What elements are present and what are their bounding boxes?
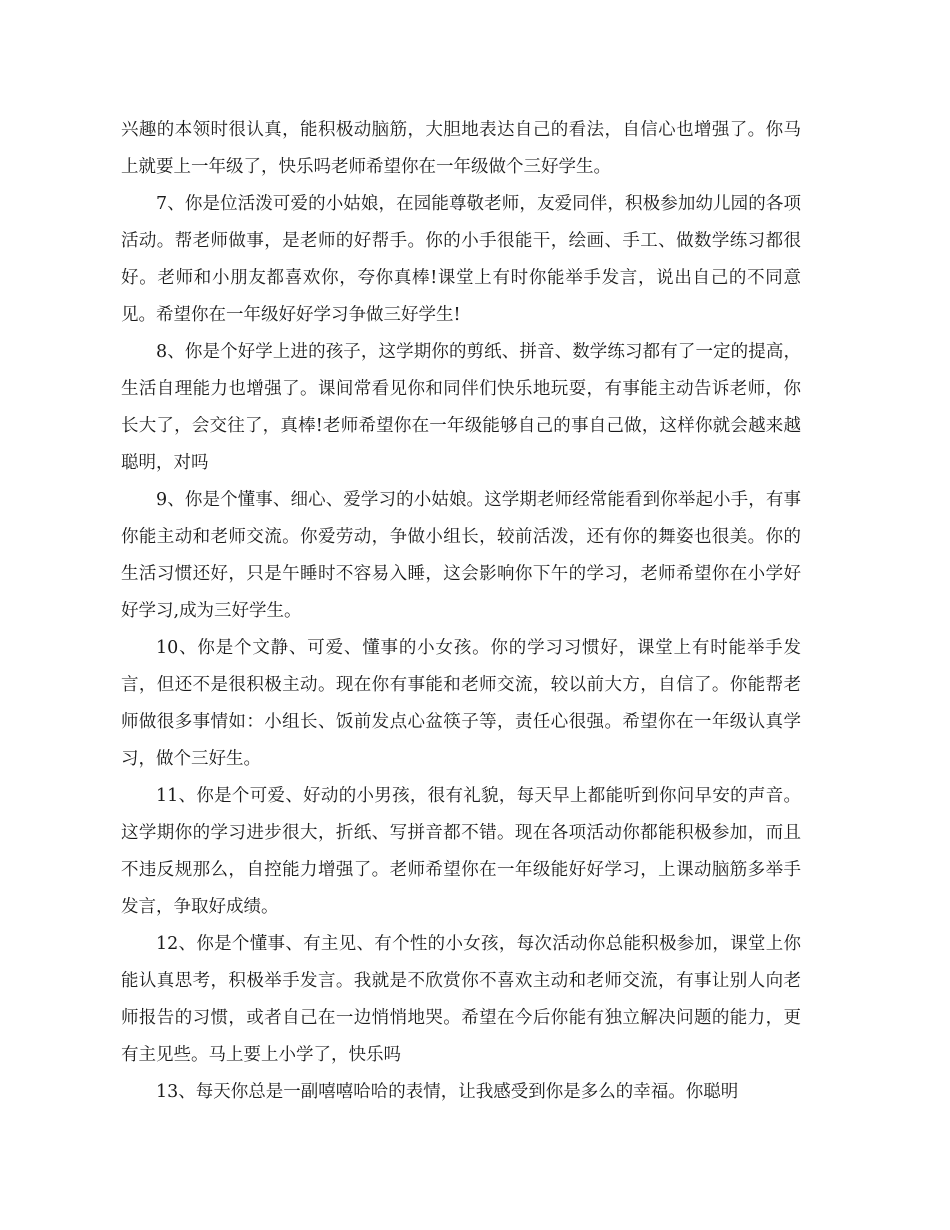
paragraph-item-13: 13、每天你总是一副嘻嘻哈哈的表情，让我感受到你是多么的幸福。你聪明 — [156, 1082, 739, 1102]
paragraph-item-10: 10、你是个文静、可爱、懂事的小女孩。你的学习习惯好，课堂上有时能举手发言，但还不是很积极主动。现在你有事能和老师交流，较以前大方，自信了。你能帮老师做很多事情如：小组长、饭前发点心盆筷子等，责任心很强。希望你在一年级认真学习，做个三好生。 — [121, 638, 801, 769]
paragraph-continuation: 兴趣的本领时很认真，能积极动脑筋，大胆地表达自己的看法，自信心也增强了。你马上就要上一年级了，快乐吗老师希望你在一年级做个三好学生。 — [121, 120, 801, 177]
paragraph-item-8: 8、你是个好学上进的孩子，这学期你的剪纸、拼音、数学练习都有了一定的提高，生活自理能力也增强了。课间常看见你和同伴们快乐地玩耍，有事能主动告诉老师，你长大了，会交往了，真棒!老师希望你在一年级能够自己的事自己做，这样你就会越来越聪明，对吗 — [121, 342, 801, 473]
paragraph-item-9: 9、你是个懂事、细心、爱学习的小姑娘。这学期老师经常能看到你举起小手，有事你能主动和老师交流。你爱劳动，争做小组长，较前活泼，还有你的舞姿也很美。你的生活习惯还好，只是午睡时不容易入睡，这会影响你下午的学习，老师希望你在小学好好学习,成为三好学生。 — [121, 490, 801, 621]
paragraph-item-11: 11、你是个可爱、好动的小男孩，很有礼貌，每天早上都能听到你问早安的声音。这学期你的学习进步很大，折纸、写拼音都不错。现在各项活动你都能积极参加，而且不违反规那么，自控能力增强了。老师希望你在一年级能好好学习，上课动脑筋多举手发言，争取好成绩。 — [121, 786, 801, 917]
paragraph-item-12: 12、你是个懂事、有主见、有个性的小女孩，每次活动你总能积极参加，课堂上你能认真思考，积极举手发言。我就是不欣赏你不喜欢主动和老师交流，有事让别人向老师报告的习惯，或者自己在一边悄悄地哭。希望在今后你能有独立解决问题的能力，更有主见些。马上要上小学了，快乐吗 — [121, 934, 801, 1065]
document-body — [121, 112, 801, 1111]
paragraph-item-7: 7、你是位活泼可爱的小姑娘，在园能尊敬老师，友爱同伴，积极参加幼儿园的各项活动。帮老师做事，是老师的好帮手。你的小手很能干，绘画、手工、做数学练习都很好。老师和小朋友都喜欢你，夸你真棒!课堂上有时你能举手发言，说出自己的不同意见。希望你在一年级好好学习争做三好学生! — [121, 194, 801, 325]
